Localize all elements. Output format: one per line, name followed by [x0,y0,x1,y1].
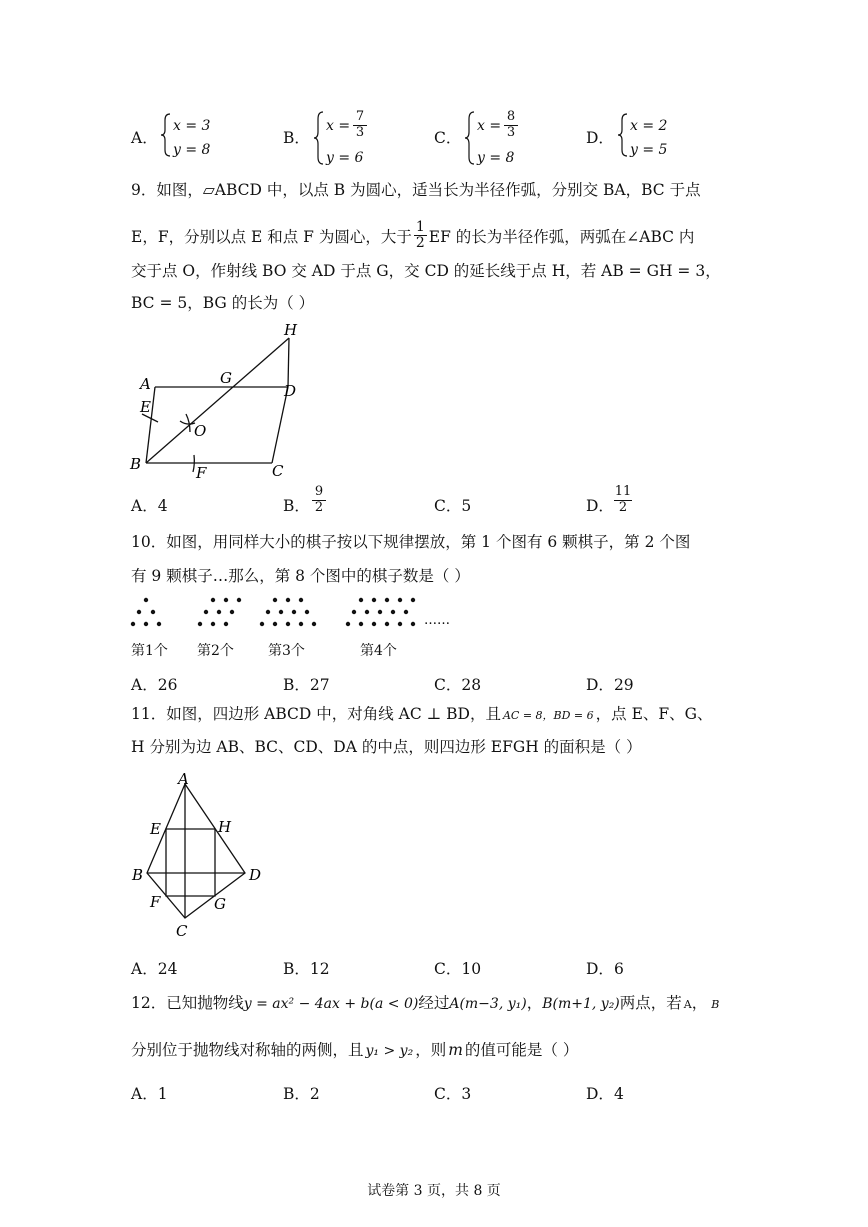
label-h: H [284,321,298,339]
left-brace-icon [313,110,325,166]
q10-chess-pattern-figure [128,594,468,632]
q12-line-1 [131,996,719,1012]
pattern-3 [260,598,316,626]
option-label: A． [131,497,158,515]
q12-point-a: A(m−3, y₁) [449,996,527,1012]
option-value: 4 [157,497,168,515]
option-label: A． [131,129,158,147]
label-d: D [284,382,297,400]
q12-option-c [434,1082,471,1104]
option-value: 2 [309,1085,320,1103]
option-label: D． [586,497,614,515]
q8-option-a [131,118,158,147]
q12-label-b: B [711,998,720,1011]
ray-bo [146,338,289,463]
label-c: C [176,922,188,940]
option-value: 10 [461,960,482,978]
q12-point-b: B(m+1, y₂) [542,996,620,1012]
pattern-2 [198,598,241,626]
option-label: A． [131,676,158,694]
option-value: 3 [461,1085,472,1103]
system-row: x = 3 [173,118,211,134]
arc-o-2 [186,414,190,432]
q12-option-b [283,1082,320,1104]
q9-line-2 [131,219,695,254]
fraction-denominator: 3 [355,124,365,140]
q11-line-1-c: ，点 E、F、G、 [595,705,713,723]
label-f: F [150,893,161,911]
label-f: F [196,464,207,482]
label-h: H [218,818,232,836]
option-label: D． [586,676,614,694]
system-row-prefix: x = [326,118,351,134]
option-value: 27 [309,676,330,694]
option-value: 4 [613,1085,624,1103]
q12-line-2 [131,1043,578,1059]
q11-line-1 [131,707,713,723]
system-row: y = 5 [630,142,668,158]
fraction-denominator: 2 [415,235,425,252]
option-label: A． [131,960,158,978]
option-label: C． [434,1085,462,1103]
pattern-1 [131,598,161,626]
system-row: x = 2 [630,118,668,134]
quadrilateral-efgh [166,829,215,896]
pattern-4 [346,598,415,626]
option-value: 6 [613,960,624,978]
fraction-numerator: 11 [614,484,632,499]
q9-parallelogram-figure [120,318,320,483]
q12-inequality: y₁ > y₂ [365,1043,414,1059]
q11-quadrilateral-figure [128,772,268,940]
option-label: C． [434,129,462,147]
q11-option-a [131,957,177,979]
q12-line-1-a: 12．已知抛物线 [131,994,244,1012]
q10-option-a [131,673,177,695]
q12-line-2-a: 分别位于抛物线对称轴的两侧，且 [131,1041,364,1059]
caption-1: 第1个 [131,643,168,659]
q11-option-d [586,957,624,979]
q12-label-a: A [683,998,692,1011]
caption-3: 第3个 [268,643,305,659]
fraction-denominator: 2 [314,499,324,515]
extension-dh [288,338,289,387]
label-d: D [249,866,262,884]
option-label: A． [131,1085,158,1103]
option-value: 12 [309,960,330,978]
q12-variable-m: m [448,1041,463,1059]
q10-line-2: 有 9 颗棋子…那么，第 8 个图中的棋子数是（ ） [131,567,470,585]
system-row: y = 8 [477,150,515,166]
left-brace-icon [160,112,172,158]
label-o: O [194,422,207,440]
q12-line-1-f: ， [691,994,708,1012]
q8-option-d [586,126,614,148]
q12-line-2-b: ，则 [415,1041,447,1059]
label-b: B [132,866,144,884]
option-label: D． [586,129,614,147]
caption-4: 第4个 [360,643,397,659]
fraction-denominator: 3 [506,124,516,140]
q9-line-2-a: E，F，分别以点 E 和点 F 为圆心，大于 [131,227,412,246]
page-footer: 试卷第 3 页，共 8 页 [367,1183,501,1199]
q9-option-b [283,494,310,516]
left-brace-icon [464,110,476,166]
label-e: E [150,820,161,838]
option-label: B． [283,129,310,147]
fraction-one-half [414,220,427,252]
option-label: B． [283,676,310,694]
q11-line-1-a: 11．如图，四边形 ABCD 中，对角线 AC ⊥ BD，且 [131,705,501,723]
q9-line-3: 交于点 O，作射线 BO 交 AD 于点 G，交 CD 的延长线于点 H，若 AB = GH = 3， [131,262,721,280]
q8-option-c [434,126,461,148]
fraction-numerator: 9 [312,485,326,501]
option-value: 1 [157,1085,168,1103]
fraction-denominator: 2 [618,499,628,515]
label-g: G [220,369,232,387]
q11-option-b [283,957,330,979]
fraction-numerator: 7 [353,110,367,126]
option-label: C． [434,497,462,515]
q8-option-b [283,126,310,148]
q9-option-a [131,494,168,516]
q12-line-2-c: 的值可能是（ ） [464,1041,579,1059]
q12-option-d [586,1082,624,1104]
fraction [353,110,367,141]
option-label: D． [586,1085,614,1103]
caption-2: 第2个 [197,643,234,659]
option-value: 24 [157,960,178,978]
q11-line-2: H 分别为边 AB、BC、CD、DA 的中点，则四边形 EFGH 的面积是（ ） [131,738,642,756]
q10-option-b [283,673,330,695]
system-row-prefix: x = [477,118,502,134]
option-label: C． [434,676,462,694]
q10-option-d [586,673,634,695]
option-value: 29 [613,676,634,694]
left-brace-icon [617,112,629,158]
label-a: A [140,375,151,393]
q12-line-1-d: 两点，若 [619,994,682,1012]
q9-option-b-fraction [312,485,326,516]
option-label: B． [283,960,310,978]
fraction [504,110,518,141]
quadrilateral-abcd [147,784,245,918]
q9-line-2-b: EF 的长为半径作弧，两弧在∠ABC 内 [428,227,695,246]
option-value: 5 [461,497,472,515]
fraction-numerator: 1 [415,219,425,235]
label-a: A [178,772,189,788]
q9-option-d [586,494,614,516]
label-e: E [140,398,151,416]
ellipsis: …… [424,613,450,628]
option-label: B． [283,497,310,515]
label-g: G [214,895,226,913]
label-c: C [272,462,284,480]
system-row: y = 8 [173,142,211,158]
q11-given-lengths: AC = 8，BD = 6 [502,709,594,722]
q12-parabola-formula: y = ax² − 4ax + b(a < 0) [243,996,419,1012]
q10-option-c [434,673,481,695]
option-label: B． [283,1085,310,1103]
fraction-numerator: 8 [504,110,518,126]
q11-option-c [434,957,481,979]
q9-option-d-fraction [614,485,632,516]
option-value: 26 [157,676,178,694]
q9-line-1: 9．如图，▱ABCD 中，以点 B 为圆心，适当长为半径作弧，分别交 BA，BC 于点 [131,181,701,199]
q12-line-1-b: 经过 [418,994,450,1012]
q12-line-1-c: ， [526,994,543,1012]
system-row: y = 6 [326,150,364,166]
q10-line-1: 10．如图，用同样大小的棋子按以下规律摆放，第 1 个图有 6 颗棋子，第 2 个图 [131,533,691,551]
q12-option-a [131,1082,168,1104]
option-label: C． [434,960,462,978]
option-value: 28 [461,676,482,694]
label-b: B [130,455,142,473]
option-label: D． [586,960,614,978]
q9-line-4: BC = 5，BG 的长为（ ） [131,294,315,312]
q9-option-c [434,494,471,516]
